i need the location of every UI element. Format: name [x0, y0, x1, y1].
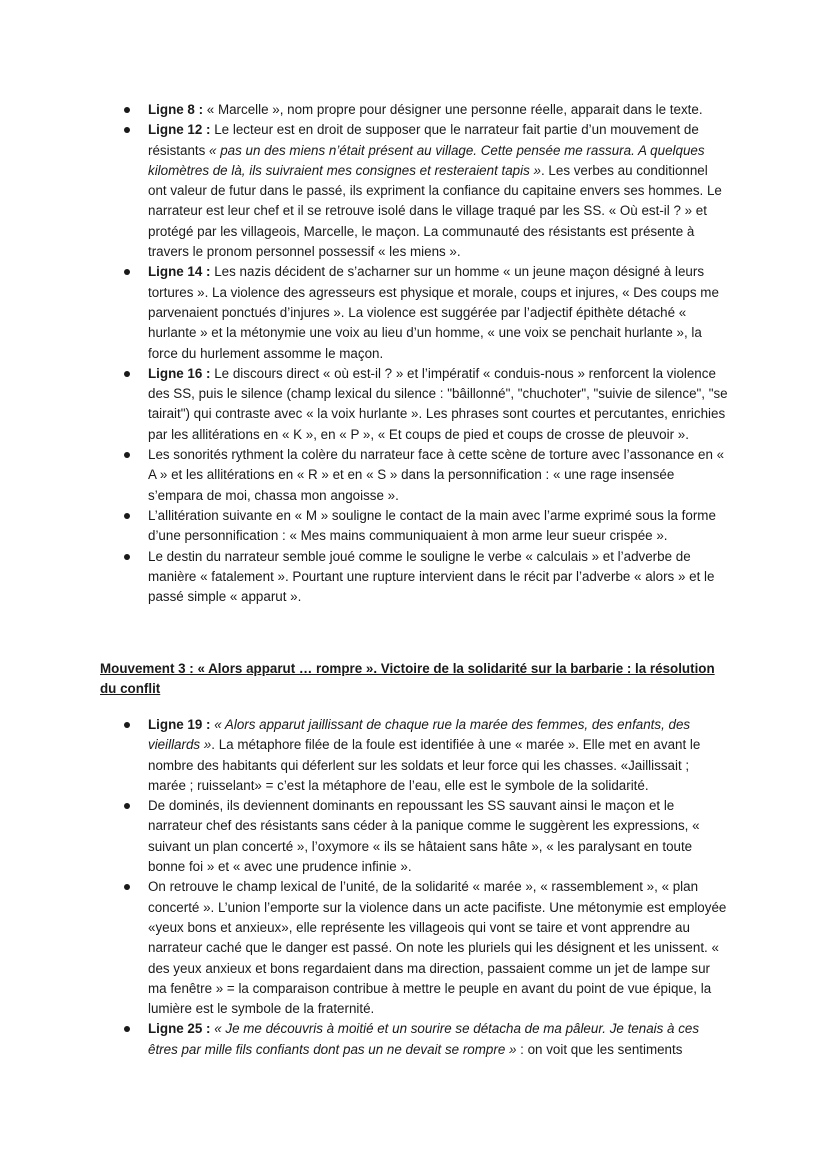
bullet-icon	[124, 513, 130, 519]
bullet-item	[118, 120, 730, 262]
bullet-item	[118, 445, 730, 506]
analysis-text: : on voit que les sentiments	[516, 1041, 683, 1057]
analysis-text: Les sonorités rythment la colère du narrateur face à cette scène de torture avec l’assonance en « A » et les allitérations en « R » et en « S » dans la personnification : « une rage insensée s’empara de moi, chassa mon angoisse ».	[148, 447, 725, 503]
analysis-list-movement-3	[118, 715, 730, 1060]
analysis-text: Le lecteur est en droit de supposer que le narrateur fait partie d’un mouvement de résistants	[148, 122, 699, 158]
analysis-text: Le destin du narrateur semble joué comme le souligne le verbe « calculais » et l’adverbe de manière « fatalement ». Pourtant une rupture intervient dans le récit par l’adverbe « alors » et le passé simple « apparut ».	[148, 548, 715, 605]
bullet-icon	[124, 269, 130, 275]
bullet-item	[118, 715, 730, 796]
bullet-icon	[124, 1026, 130, 1032]
bullet-icon	[124, 554, 130, 560]
bullet-icon	[124, 884, 130, 890]
analysis-text: . La métaphore filée de la foule est identifiée à une « marée ». Elle met en avant le nombre des habitants qui déferlent sur les soldats et leur force qui les chasses. «Jaillissait ; marée ; ruisselant» = c’est la métaphore de l’eau, elle est le symbole de la solidarité.	[148, 737, 701, 793]
bullet-icon	[124, 371, 130, 377]
bullet-item	[118, 364, 730, 445]
analysis-text: On retrouve le champ lexical de l’unité, de la solidarité « marée », « rassemblement », « plan concerté ». L’union l’emporte sur la violence dans un acte pacifiste. Une métonymie est employée «yeux bons et anxieux», elle représente les villageois qui vont se taire et vont apprendre au narrateur caché que le danger est passé. On note les pluriels qui les désignent et les unissent. « des yeux anxieux et bons regardaient dans ma direction, passaient comme un jet de lampe sur ma fenêtre » = la comparaison contribue à mettre le peuple en avant du point de vue épique, la lumière est le symbole de la fraternité.	[148, 879, 727, 1017]
quoted-excerpt: « Je me découvris à moitié et un sourire se détacha de ma pâleur. Je tenais à ces êtres par mille fils confiants dont pas un ne devait se rompre »	[148, 1021, 700, 1057]
bullet-item	[118, 796, 730, 877]
line-reference-label: Ligne 25 :	[148, 1021, 211, 1037]
section-heading-movement-3: Mouvement 3 : « Alors apparut … rompre ». Victoire de la solidarité sur la barbarie : la résolution du conflit	[100, 661, 715, 697]
analysis-text: Les nazis décident de s’acharner sur un homme « un jeune maçon désigné à leurs tortures ». La violence des agresseurs est physique et morale, coups et injures, « Des coups me parvenaient ponctués d’injures ». La violence est suggérée par l’adjectif épithète détaché « hurlante » et la métonymie une voix au lieu d’un homme, « une voix se penchait hurlante », la force du hurlement assomme le maçon.	[148, 264, 719, 361]
analysis-text: . Les verbes au conditionnel ont valeur de futur dans le passé, ils expriment la confiance du capitaine envers ses hommes. Le narrateur est leur chef et il se retrouve isolé dans le village traqué par les SS. « Où est-il ? » et protégé par les villageois, Marcelle, le maçon. La communauté des résistants est présente à travers le pronom personnel possessif « les miens ».	[148, 162, 722, 260]
bullet-icon	[124, 803, 130, 809]
line-reference-label: Ligne 14 :	[148, 264, 211, 280]
line-reference-label: Ligne 16 :	[148, 365, 211, 381]
bullet-icon	[124, 722, 130, 728]
bullet-icon	[124, 452, 130, 458]
bullet-item	[118, 547, 730, 608]
bullet-icon	[124, 127, 130, 133]
bullet-item	[118, 877, 730, 1019]
bullet-item	[118, 506, 730, 547]
quoted-excerpt: « Alors apparut jaillissant de chaque rue la marée des femmes, des enfants, des vieillards »	[148, 717, 691, 753]
analysis-text: Le discours direct « où est-il ? » et l’impératif « conduis-nous » renforcent la violence des SS, puis le silence (champ lexical du silence : "bâillonné", "chuchoter", "suivie de silence", "se tairait") qui contraste avec « la voix hurlante ». Les phrases sont courtes et percutantes, enrichies par les allitérations en « K », en « P », « Et coups de pied et coups de crosse de pleuvoir ».	[148, 365, 728, 442]
line-reference-label: Ligne 19 :	[148, 717, 211, 732]
analysis-list-movement-2	[118, 100, 730, 607]
quoted-excerpt: « pas un des miens n’était présent au village. Cette pensée me rassura. A quelques kilomètres de là, ils suivraient mes consignes et resteraient tapis »	[148, 142, 705, 178]
bullet-item	[118, 262, 730, 363]
line-reference-label: Ligne 12 :	[148, 122, 211, 138]
bullet-item	[118, 100, 730, 120]
analysis-text: De dominés, ils deviennent dominants en repoussant les SS sauvant ainsi le maçon et le narrateur chef des résistants sans céder à la panique comme le suggèrent les expressions, « suivant un plan concerté », l’oxymore « ils se hâtaient sans hâte », « les paralysant en toute bonne foi » et « avec une prudence infinie ».	[148, 798, 700, 875]
analysis-text: « Marcelle », nom propre pour désigner une personne réelle, apparait dans le texte.	[203, 102, 703, 117]
bullet-icon	[124, 107, 130, 113]
analysis-text: L’allitération suivante en « M » souligne le contact de la main avec l’arme exprimé sous la forme d’une personnification : « Mes mains communiquaient à mon arme leur sueur crispée ».	[148, 507, 716, 544]
line-reference-label: Ligne 8 :	[148, 102, 204, 117]
bullet-item	[118, 1019, 730, 1060]
